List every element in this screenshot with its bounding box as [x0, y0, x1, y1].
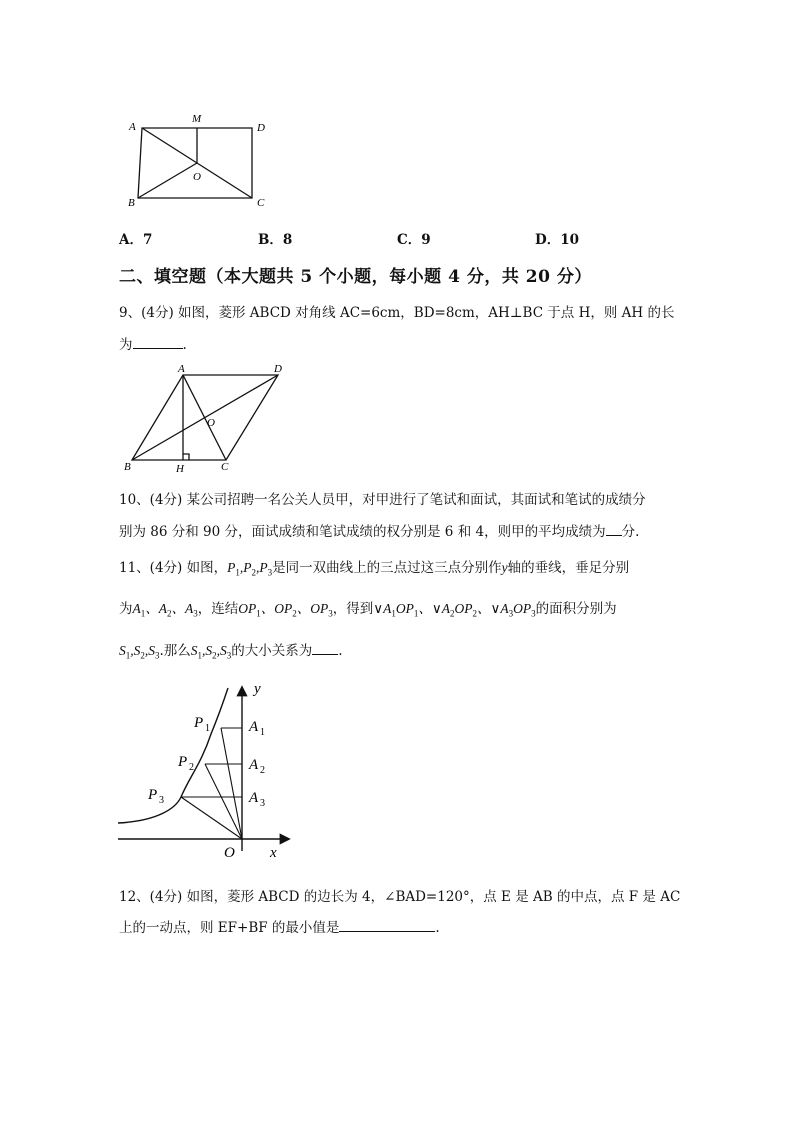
q11-suffix: 是同一双曲线上的三点过这三点分别作	[272, 560, 502, 576]
q11-l3-dot: .	[338, 643, 343, 659]
figure-hyperbola-q11	[118, 676, 303, 866]
q9-prefix: 为	[119, 337, 133, 353]
fig9-label-h: H	[176, 463, 184, 475]
q11-points: $P_1,P_2,P_3$	[227, 560, 273, 578]
q11-l2-mid: ，连结	[197, 601, 239, 617]
q11-l2-mid2: ，得到	[332, 601, 374, 617]
q11-l2-end: 的面积分别为	[535, 601, 617, 617]
q9-suffix: .	[182, 337, 187, 353]
q9-line1: 9、(4分) 如图，菱形 ABCD 对角线 AC=6cm，BD=8cm，AH⊥BC 于点 H，则 AH 的长	[119, 305, 675, 321]
q11-segments: $OP_1$、$OP_2$、$OP_3$	[238, 601, 333, 619]
q11-feet: $A_1$、$A_2$、$A_3$	[132, 601, 198, 619]
q11-l3-mid: .那么	[159, 643, 191, 659]
q11-l2-prefix: 为	[119, 601, 133, 617]
fig9-label-o: O	[207, 417, 215, 429]
fig8-label-c: C	[257, 197, 265, 209]
fig8-label-m: M	[192, 113, 202, 125]
option-d: D．10	[535, 232, 579, 248]
q9-line2	[119, 333, 187, 353]
option-a: A．7	[119, 232, 153, 248]
q11-y: y	[501, 560, 508, 575]
q12-prefix: 上的一动点，则 EF+BF 的最小值是	[119, 920, 340, 936]
fig11-label-p3: P	[148, 787, 158, 803]
fig11-label-p2: P	[178, 754, 188, 770]
option-c: C．9	[397, 232, 431, 248]
q11-areas-2: $S_1,S_2,S_3$	[190, 643, 232, 661]
q10-suffix: 分.	[621, 524, 640, 540]
q9-answer-blank[interactable]	[133, 336, 183, 349]
q10-prefix: 别为 86 分和 90 分，面试成绩和笔试成绩的权分别是 6 和 4，则甲的平均成绩为	[119, 524, 606, 540]
figure-rectangle-abcd	[120, 108, 280, 213]
q12-line2	[119, 916, 440, 936]
q10-line2	[119, 520, 639, 540]
fig11-label-a1: A	[249, 719, 259, 735]
q11-prefix: 11、(4分) 如图，	[119, 560, 228, 576]
option-b: B．8	[258, 232, 293, 248]
q11-triangles: $\vee A_1OP_1$、$\vee A_2OP_2$、$\vee A_3OP_3$	[373, 601, 536, 619]
fig11-label-a2: A	[249, 757, 259, 773]
fig11-sub-a3: 3	[260, 798, 265, 809]
fig8-label-b: B	[128, 197, 135, 209]
fig8-label-d: D	[257, 122, 265, 134]
fig11-label-x: x	[270, 845, 277, 861]
figure-rhombus-q9	[118, 360, 298, 475]
fig9-label-c: C	[221, 461, 229, 473]
q12-answer-blank[interactable]	[339, 919, 435, 932]
fig11-label-y: y	[254, 681, 261, 697]
q11-line2	[119, 597, 617, 619]
q11-end: 轴的垂线，垂足分别	[507, 560, 630, 576]
fig11-sub-p2: 2	[189, 762, 194, 773]
q10-line1: 10、(4分) 某公司招聘一名公关人员甲，对甲进行了笔试和面试，其面试和笔试的成绩分	[119, 492, 646, 508]
fig9-label-a: A	[178, 363, 185, 375]
q11-line3	[119, 639, 343, 661]
fig11-sub-p1: 1	[205, 723, 210, 734]
q11-areas: $S_1,S_2,S_3$	[119, 643, 160, 661]
fig11-label-a3: A	[249, 790, 259, 806]
q12-suffix: .	[435, 920, 440, 936]
q11-line1	[119, 556, 629, 578]
fig11-sub-p3: 3	[159, 795, 164, 806]
fig8-label-o: O	[193, 171, 201, 183]
section-title: 二、填空题（本大题共 5 个小题，每小题 4 分，共 20 分）	[119, 267, 592, 287]
q11-l3-end: 的大小关系为	[231, 643, 313, 659]
fig11-sub-a2: 2	[260, 765, 265, 776]
fig11-label-p1: P	[194, 715, 204, 731]
fig9-label-d: D	[274, 363, 282, 375]
q10-answer-blank[interactable]	[606, 523, 622, 536]
fig9-label-b: B	[124, 461, 131, 473]
fig8-label-a: A	[129, 121, 136, 133]
q12-line1: 12、(4分) 如图，菱形 ABCD 的边长为 4，∠BAD=120°，点 E 是 AB 的中点，点 F 是 AC	[119, 889, 681, 905]
q11-answer-blank[interactable]	[312, 642, 338, 655]
fig11-label-o: O	[224, 845, 235, 861]
fig11-sub-a1: 1	[260, 727, 265, 738]
